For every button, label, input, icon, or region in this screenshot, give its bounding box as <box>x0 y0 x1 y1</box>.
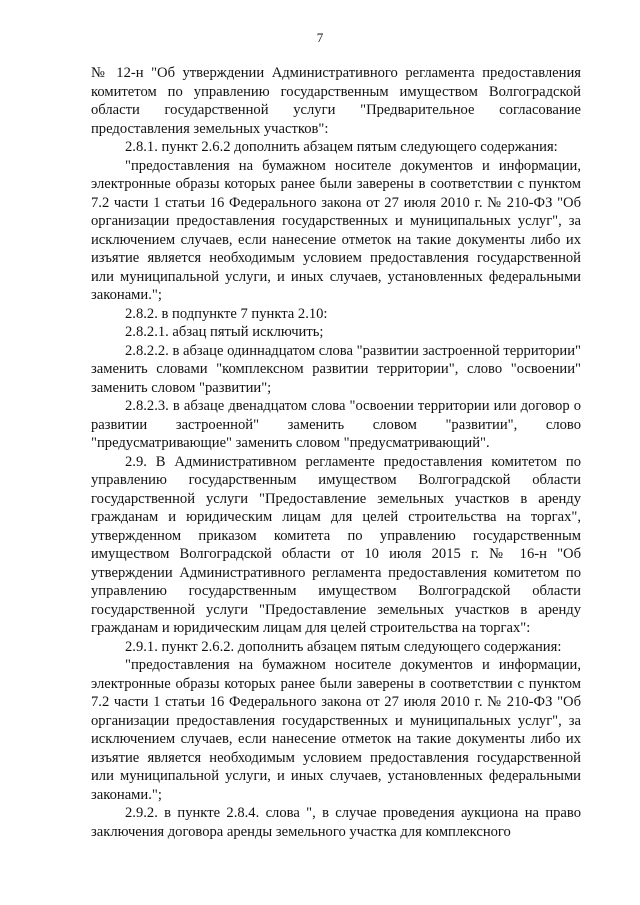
paragraph-2-8-2-1: 2.8.2.1. абзац пятый исключить; <box>125 324 324 340</box>
paragraph-2-8-2-3: 2.8.2.3. в абзаце двенадцатом слова "освоении территории или договор о развитии застроенной" заменить словом "развитии", слово "предусматривающие" заменить словом "предусматривающий". <box>91 398 581 451</box>
paragraph-quote-1: "предоставления на бумажном носителе документов и информации, электронные образы которых ранее были заверены в соответствии с пунктом 7.2 части 1 статьи 16 Федерального закона от 27 июля 2010 г. № 210-ФЗ "Об организации предоставления государственных и муниципальных услуг", за исключением случаев, если нанесение отметок на такие документы либо их изъятие является необходимым условием предоставления государственной или муниципальной услуги, и иных случаев, установленных федеральными законами."; <box>91 157 581 303</box>
paragraph-2-8-1: 2.8.1. пункт 2.6.2 дополнить абзацем пятым следующего содержания: <box>125 139 558 155</box>
document-body <box>91 64 581 841</box>
paragraph-2-8-2: 2.8.2. в подпункте 7 пункта 2.10: <box>125 305 328 322</box>
paragraph-2-9-2: 2.9.2. в пункте 2.8.4. слова ", в случае проведения аукциона на право заключения договора аренды земельного участка для комплексного <box>91 805 581 840</box>
paragraph-continuation: № 12-н "Об утверждении Административного регламента предоставления комитетом по управлению государственным имуществом Волгоградской области государственной услуги "Предварительное согласование предоставления земельных участков": <box>91 65 581 137</box>
paragraph-2-9: 2.9. В Административном регламенте предоставления комитетом по управлению государственным имуществом Волгоградской области государственной услуги "Предоставление земельных участков в аренду гражданам и юридическим лицам для целей строительства на торгах", утвержденном приказом комитета по управлению государственным имуществом Волгоградской области от 10 июля 2015 г. № 16-н "Об утверждении Административного регламента предоставления комитетом по управлению государственным имуществом Волгоградской области государственной услуги "Предоставление земельных участков в аренду гражданам и юридическим лицам для целей строительства на торгах": <box>91 453 581 636</box>
paragraph-2-8-2-2: 2.8.2.2. в абзаце одиннадцатом слова "развитии застроенной территории" заменить словами "комплексном развитии территории", слово "освоении" заменить словом "развитии"; <box>91 342 581 396</box>
paragraph-quote-2: "предоставления на бумажном носителе документов и информации, электронные образы которых ранее были заверены в соответствии с пунктом 7.2 части 1 статьи 16 Федерального закона от 27 июля 2010 г. № 210-ФЗ "Об организации предоставления государственных и муниципальных услуг", за исключением случаев, если нанесение отметок на такие документы либо их изъятие является необходимым условием предоставления государственной или муниципальной услуги, и иных случаев, установленных федеральными законами."; <box>91 657 581 803</box>
page-number: 7 <box>316 30 324 45</box>
paragraph-2-9-1: 2.9.1. пункт 2.6.2. дополнить абзацем пятым следующего содержания: <box>125 638 562 655</box>
